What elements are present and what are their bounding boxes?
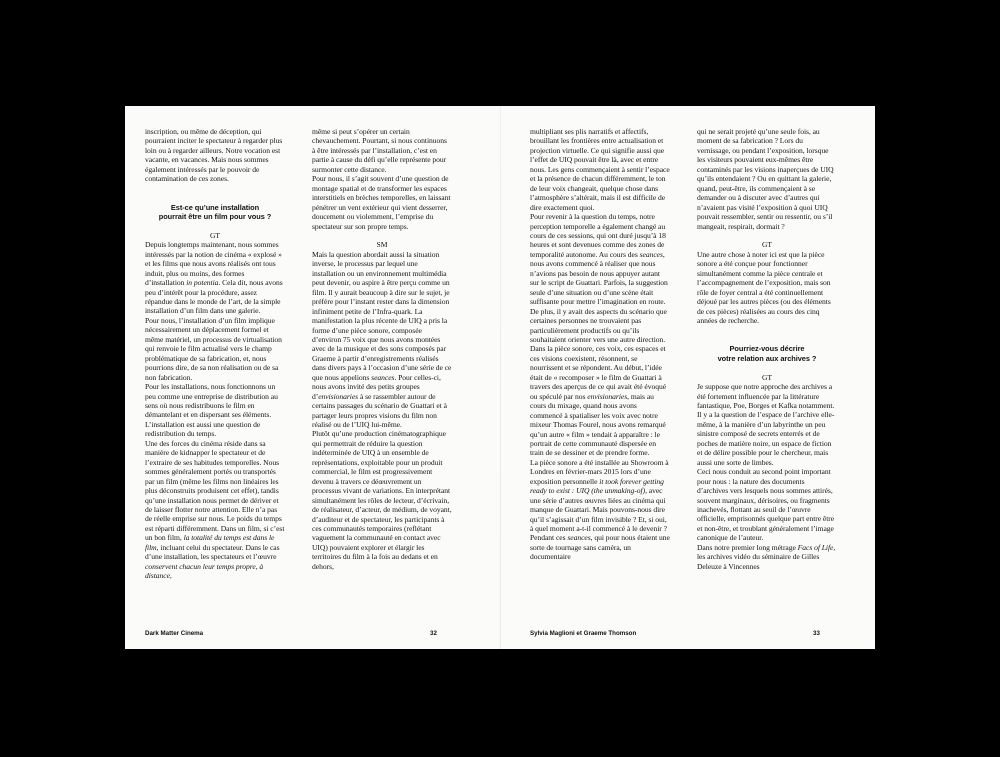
paragraph: multipliant ses plis narratifs et affectifs, brouillant les frontières entre actualisation et projection virtuelle. Ce qui signifie aussi que l’effet de UIQ pouvait être là, avec et entre nous. Les gens commençaient à sentir l’espace et la présence de chacun différemment, le ton de leur voix changeait, quelque chose dans l’atmosphère s’altérait, mais il est difficile de dire exactement quoi. [530, 127, 670, 212]
speaker-initials: SM [376, 240, 388, 250]
paragraph: Pour les installations, nous fonctionnons un peu comme une entreprise de distribution au sens où nous redistribuons le film en démantelant et en dispersant ses éléments. L’installation est aussi une question de redistribution du temps. [145, 382, 278, 439]
paragraph: Je suppose que notre approche des archives a été fortement influencée par la littérature fantastique, Poe, Borges et Kafka notamment. Il y a la question de l’espace de l’archive elle-même, à la manière d’un labyrinthe un peu sinistre composé de secrets enterrés et de poches de matière noire, un espace de fiction et de délire possible pour le chercheur, mais aussi une sorte de limbes. [697, 382, 835, 467]
paragraph: inscription, ou même de déception, qui pourraient inciter le spectateur à regarder plus loin ou à regarder ailleurs. Notre vocation est vacante, en vacances. Mais nous sommes également intéressés par le pouvoir de contamination de ces zones. [145, 127, 283, 184]
interview-question: Pourriez-vous décrire votre relation aux archives ? [717, 344, 817, 363]
paragraph: Pour revenir à la question du temps, notre perception temporelle a également changé au cours de ces sessions, qui ont duré jusqu’à 18 heures et sont devenues comme des zones de temporalité autonome. Au cours des seances, nous avons commencé à réaliser que nous n’avions pas besoin de nous appuyer autant sur le script de Guattari. Parfois, la suggestion seule d’une situation ou d’une scène était suffisante pour mettre l’imagination en route. De plus, il y avait des aspects du scénario que certaines personnes ne trouvaient pas particulièrement productifs ou qu’ils souhaitaient orienter vers une autre direction. [530, 212, 668, 344]
paragraph: Dans la pièce sonore, ces voix, ces espaces et ces visions coexistent, résonnent, se nourrissent et se répondent. Au début, l’idée était de « recomposer » le film de Guattari à travers des aperçus de ce qui avait été évoqué ou spéculé par nos envisionaries, mais au cours du mixage, quand nous avons commencé à spatialiser les voix avec notre mixeur Thomas Fourel, nous avons remarqué qu’un autre « film » tendait à apparaître : le portrait de cette communauté dispersée en train de se dessiner et de prendre forme. [530, 344, 667, 458]
right-page-column-1 [530, 127, 670, 562]
paragraph: Une des forces du cinéma réside dans sa manière de kidnapper le spectateur et de l’extraire de ses habitudes temporelles. Nous sommes généralement portés ou transportés par un film (même les films non linéaires les plus déconstruits produisent cet effet), tandis qu’une installation nous permet de dériver et de laisser flotter notre attention. Elle n’a pas de réelle emprise sur nous. Le poids du temps est réparti différemment. Dans un film, si c’est un bon film, la totalité du temps est dans le film, incluant celui du spectateur. Dans le cas d’une installation, les spectateurs et l’œuvre conservent chacun leur temps propre, à distance, [145, 438, 285, 581]
right-running-footer-title: Sylvia Maglioni et Graeme Thomson [530, 630, 637, 637]
paragraph: Pour nous, il s’agit souvent d’une question de montage spatial et de transformer les espaces interstitiels en brèches temporelles, en laissant pénétrer un vent extérieur qui vient desserrer, doucement ou violemment, l’emprise du spectateur sur son propre temps. [312, 174, 451, 231]
left-page-column-1 [145, 127, 285, 581]
paragraph: qui ne serait projeté qu’une seule fois, au moment de sa fabrication ? Lors du vernissage, ou pendant l’exposition, lorsque les visiteurs pouvaient eux-mêmes être contaminés par les visions inaperçues de UIQ qu’ils entendaient ? Ou en quittant la galerie, quand, peut-être, ils commençaient à se demander ou à discuter avec d’autres qui n’avaient pas visité l’exposition à quoi UIQ pouvait ressembler, sentir ou ressentir, ou s’il mangeait, respirait, dormait ? [697, 127, 834, 231]
paragraph: Depuis longtemps maintenant, nous sommes intéressés par la notion de cinéma « explosé » et les films que nous avons réalisés ont tous induit, plus ou moins, des formes d’installation in potentia. Cela dit, nous avons peu d’intérêt pour la procédure, assez répandue dans le monde de l’art, de la simple installation d’un film dans une galerie. [145, 240, 283, 316]
paragraph: Pour nous, l’installation d’un film implique nécessairement un déplacement formel et même matériel, un processus de virtualisation qui renvoie le film actualisé vers le champ problématique de sa fabrication, et, nous pourrions dire, de sa non réalisation ou de sa non fabrication. [145, 315, 282, 382]
speaker-initials: GT [209, 230, 221, 240]
paragraph: Ceci nous conduit au second point important pour nous : la nature des documents d’archives vers lesquels nous sommes attirés, souvent marginaux, dérisoires, ou fragments inachevés, flottant au seuil de l’œuvre officielle, emprisonnés quelque part entre être et non-être, et troublant généralement l’image canonique de l’auteur. [697, 467, 835, 543]
left-running-footer-title: Dark Matter Cinema [145, 630, 204, 637]
left-page-number: 32 [430, 630, 437, 637]
paragraph: Mais la question abordait aussi la situation inverse, le processus par lequel une installation ou un environnement multimédia peut devenir, ou aspire à être perçu comme un film. Il y aurait beaucoup à dire sur le sujet, je préfère pour l’instant rester dans la dimension infiniment petite de l’Infra-quark. La manifestation la plus récente de UIQ a pris la forme d’une pièce sonore, composée d’environ 75 voix que nous avons montées avec de la musique et des sons composés par Graeme à partir d’enregistrements réalisés dans divers pays à l’occasion d’une série de ce que nous appelions seances. Pour celles-ci, nous avons invité des petits groupes d’envisionaries à se rassembler autour de certains passages du scénario de Guattari et à partager leurs propres visions du film non réalisé ou de l’UIQ lui-même. [312, 249, 452, 430]
paragraph: même si peut s’opérer un certain chevauchement. Pourtant, si nous continuons à être intéressés par l’installation, c’est en partie à cause du défi qu’elle représente pour surmonter cette distance. [312, 127, 447, 174]
interview-question: Est-ce qu’une installation pourrait être un film pour vous ? [158, 202, 272, 222]
right-page-column-2 [697, 127, 837, 571]
left-page-column-2 [312, 127, 452, 571]
paragraph: Une autre chose à noter ici est que la pièce sonore a été conçue pour fonctionner simultanément comme la pièce centrale et l’accompagnement de l’exposition, mais son rôle de foyer central a été continuellement déjoué par les autres pièces (ou des éléments de ces pièces) réalisées au cours des cinq années de recherche. [697, 249, 831, 326]
paragraph: Dans notre premier long métrage Facs of Life, les archives vidéo du séminaire de Gilles Deleuze à Vincennes [697, 542, 836, 571]
book-spread [125, 106, 875, 649]
right-page-number: 33 [813, 630, 820, 637]
paragraph: La pièce sonore a été installée au Showroom à Londres en février-mars 2015 lors d’une exposition personnelle it took forever getting ready to exist : UIQ (the unmaking-of), avec une série d’autres œuvres liées au cinéma qui manque de Guattari. Mais pouvons-nous dire qu’il s’agissait d’un film invisible ? Et, si oui, à quel moment a-t-il commencé à le devenir ? Pendant ces seances, qui pour nous étaient une sorte de tournage sans caméra, un documentaire [530, 457, 670, 562]
paragraph: Plutôt qu’une production cinématographique qui permettrait de réduire la question indéterminée de UIQ à un ensemble de représentations, exploitable pour un produit commercial, le film est progressivement devenu à travers ce déœuvrement un processus vivant de variations. En interprétant simultanément les rôles de lecteur, d’écrivain, de réalisateur, d’acteur, de médium, de voyant, d’auditeur et de spectateur, les participants à ces communautés temporaires (reflétant vaguement la communauté en contact avec UIQ) pouvaient explorer et élargir les territoires du film à la fois au dedans et en dehors, [312, 429, 452, 571]
speaker-initials: GT [761, 372, 773, 382]
speaker-initials: GT [761, 240, 773, 250]
page-gutter [500, 106, 501, 649]
